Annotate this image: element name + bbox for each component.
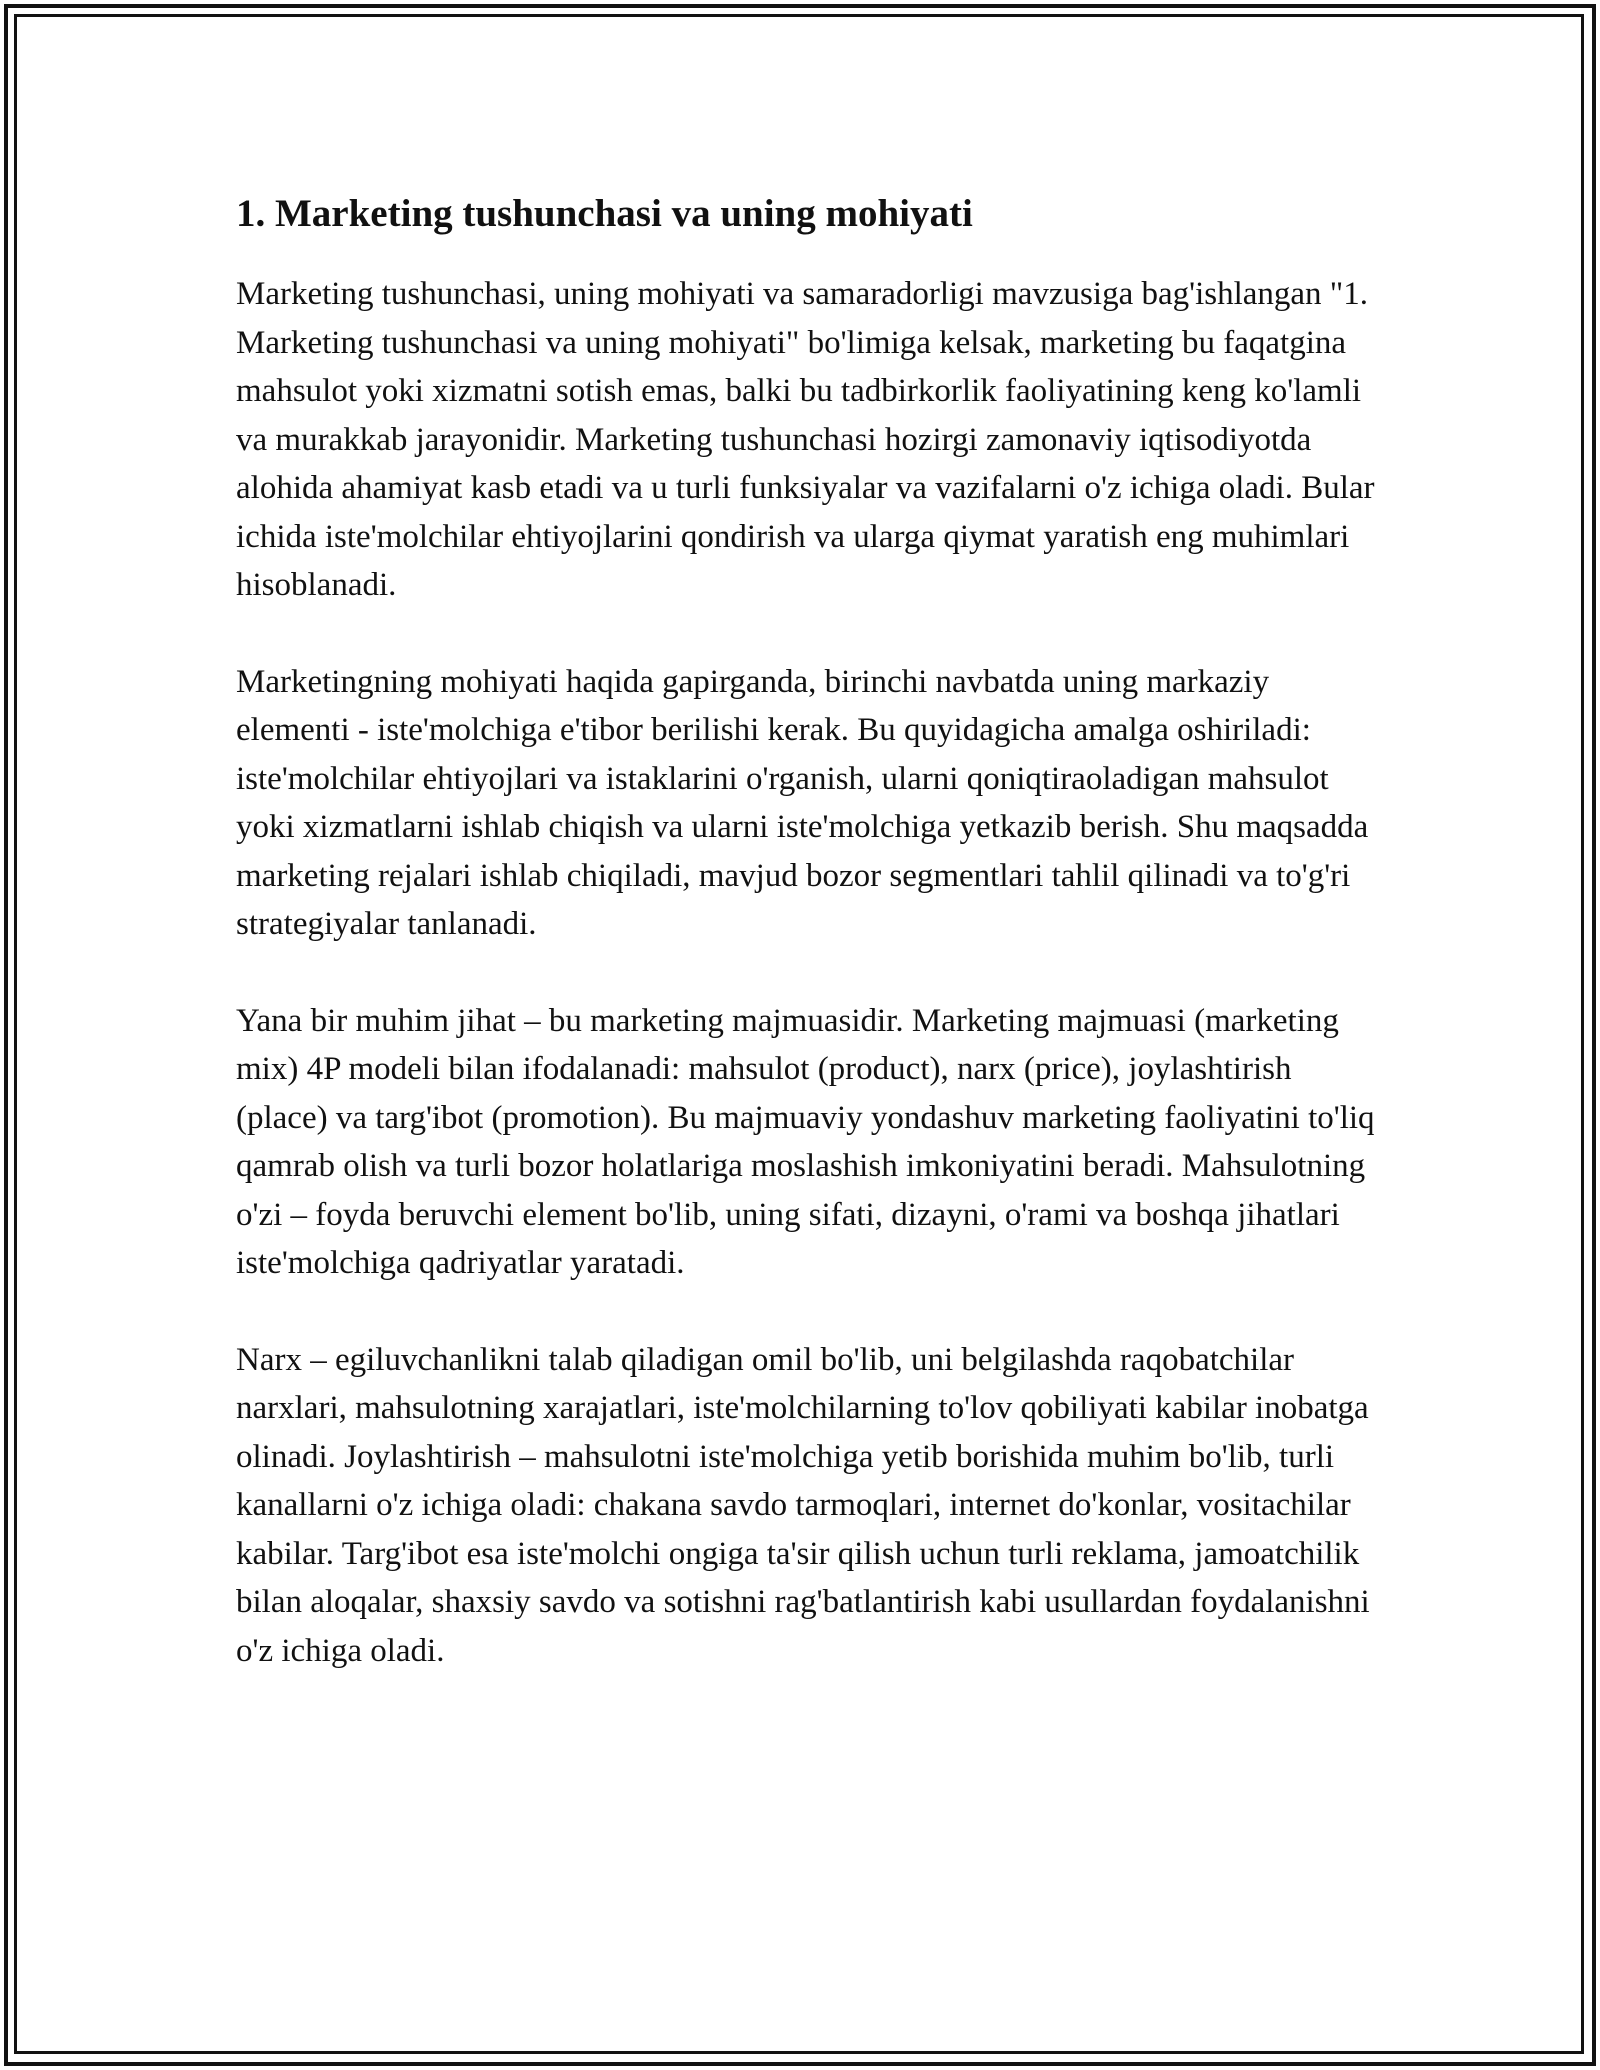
paragraph-2: Marketingning mohiyati haqida gapirganda, birinchi navbatda uning markaziy elementi - iste'molchiga e'tibor berilishi kerak. Bu quyidagicha amalga oshiriladi: iste'molchilar ehtiyojlari va istaklarini o'rganish, ularni qoniqtiraoladigan mahsulot yoki xizmatlarni ishlab chiqish va ularni iste'molchiga yetkazib berish. Shu maqsadda marketing rejalari ishlab chiqiladi, mavjud bozor segmentlari tahlil qilinadi va to'g'ri strategiyalar tanlanadi. <box>236 663 1369 942</box>
paragraph-1: Marketing tushunchasi, uning mohiyati va samaradorligi mavzusiga bag'ishlangan "1. Marketing tushunchasi va uning mohiyati" bo'limiga kelsak, marketing bu faqatgina mahsulot yoki xizmatni sotish emas, balki bu tadbirkorlik faoliyatining keng ko'lamli va murakkab jarayonidir. Marketing tushunchasi hozirgi zamonaviy iqtisodiyotda alohida ahamiyat kasb etadi va u turli funksiyalar va vazifalarni o'z ichiga oladi. Bular ichida iste'molchilar ehtiyojlarini qondirish va ularga qiymat yaratish eng muhimlari hisoblanadi. <box>236 276 1375 603</box>
paragraph-3: Yana bir muhim jihat – bu marketing majmuasidir. Marketing majmuasi (marketing mix) 4P modeli bilan ifodalanadi: mahsulot (product), narx (price), joylashtirish (place) va targ'ibot (promotion). Bu majmuaviy yondashuv marketing faoliyatini to'liq qamrab olish va turli bozor holatlariga moslashish imkoniyatini beradi. Mahsulotning o'zi – foyda beruvchi element bo'lib, uning sifati, dizayni, o'rami va boshqa jihatlari iste'molchiga qadriyatlar yaratadi. <box>236 1002 1375 1281</box>
document-body <box>236 190 1376 1723</box>
paragraph-4: Narx – egiluvchanlikni talab qiladigan omil bo'lib, uni belgilashda raqobatchilar narxlari, mahsulotning xarajatlari, iste'molchilarning to'lov qobiliyati kabilar inobatga olinadi. Joylashtirish – mahsulotni iste'molchiga yetib borishida muhim bo'lib, turli kanallarni o'z ichiga oladi: chakana savdo tarmoqlari, internet do'konlar, vositachilar kabilar. Targ'ibot esa iste'molchi ongiga ta'sir qilish uchun turli reklama, jamoatchilik bilan aloqalar, shaxsiy savdo va sotishni rag'batlantirish kabi usullardan foydalanishni o'z ichiga oladi. <box>236 1341 1370 1669</box>
section-heading: 1. Marketing tushunchasi va uning mohiyati <box>236 192 973 235</box>
